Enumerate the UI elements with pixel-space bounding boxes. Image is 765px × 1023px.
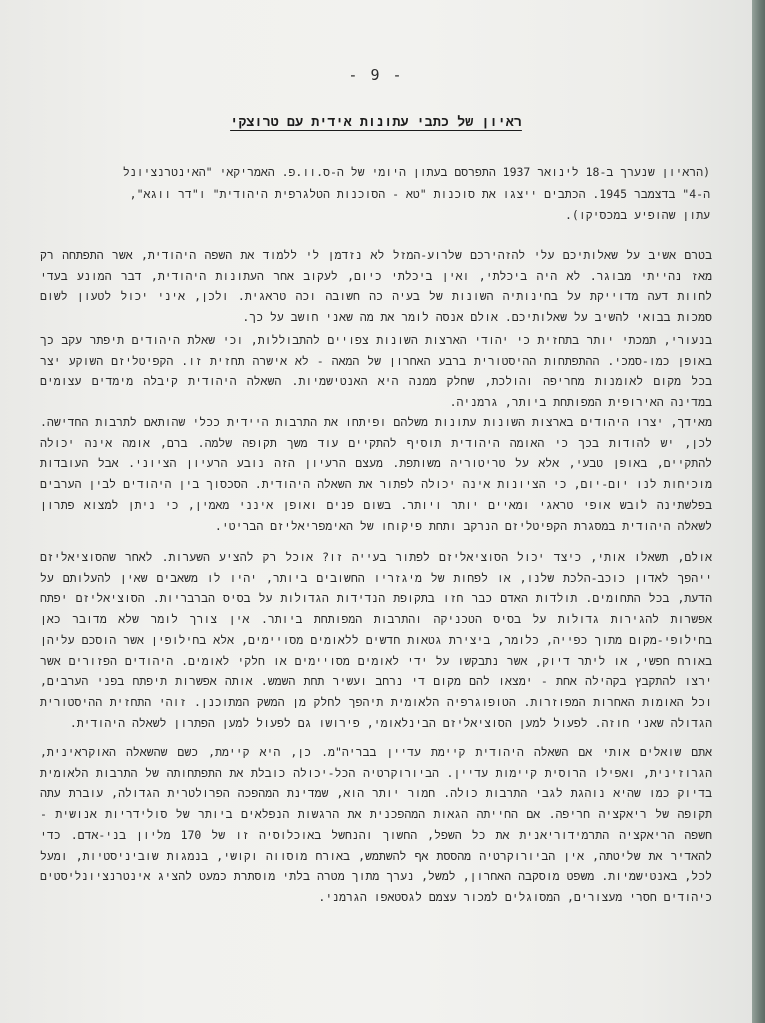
paragraph-3: מאידך, יצרו היהודים בארצות השונות עתונות משלהם ופיתחו את התרבות היידית ככלי שהותאם לתרבות החדישה. לכן, יש להודות בכך כי האומה היהודית תוסיף להתקיים עוד משך תקופה שלמה. ברם, אומה אינה יכולה להתקיים, באופן טבעי, אלא על טריטוריה משותפת. מעצם הרעיון הזה נובע הרעיון הציוני. אבל העובדות מוכיחות לנו יום-יום, כי הציונות אינה יכולה לפתור את השאלה היהודית. הסכסוך בין היהודים לבין הערבים בפלשתינה לובש אופי טראגי ומאיים יותר ויותר. בשום פנים ואופן אינני מאמין, כי ניתן למצוא פתרון לשאלה היהודית במסגרת הקפיטליזם הנרקב ותחת פיקוחו של האימפריאליזם הבריטי. (40, 415, 712, 533)
paragraph-4: אולם, תשאלו אותי, כיצד יכול הסוציאליזם לפתור בעייה זו? אוכל רק להציע השערות. לאחר שהסוציאליזם ייהפך לאדון כוכב-הלכת שלנו, או לפחות של מיגזריו החשובים ביותר, יהיו לו משאבים שאין להעלותם על הדעת, בכל התחומים. תולדות האדם כבר חזו בתקופת הנדידות הגדולות על בסיס הברבריות. הסוציאליזם יפתח אפשרות להגירות גדולות על בסיס הטכניקה והתרבות המפותחת ביותר. אין צורך לומר שלא מדובר כאן בחילופי-מקום מתוך כפייה, כלומר, ביצירת גטאות חדשים ללאומים מסויימים, אלא בחילופין אשר הוסכם עליהן באורח חפשי, או ליתר דיוק, אשר נתבקשו על ידי לאומים מסויימים או חלקי לאומים. היהודים הפזורים אשר ירצו להתקבץ בקהילה אחת - ימצאו להם מקום די נרחב ועשיר תחת השמש. אותה אפשרות תיפתח בפני הערבים, וכל האומות האחרות המפוזרות. הטופוגרפיה הלאומית תיהפך לחלק מן המשק המתוכנן. זוהי התחזית ההיסטורית הגדולה שאני חוזה. לפעול למען הסוציאליזם הבינלאומי, פירושו גם לפעול למען הפתרון לשאלה היהודית. (40, 550, 712, 730)
background-edge (752, 0, 765, 1023)
paragraph-1: בטרם אשיב על שאלותיכם עלי להזהירכם שלרוע-המזל לא נזדמן לי ללמוד את השפה היהודית, אשר התפתחה רק מאז נהייתי מבוגר. לא היה ביכלתי, ואין ביכלתי כיום, לעקוב אחר העתונות היהודית, דבר המונע בעדי לחוות דעה מדוייקת על בחינותיה השונות של בעיה כה חשובה וכה טראגית. ולכן, איני יכול לטעון לשום סמכות בבואי להשיב על שאלותיכם. אולם אנסה לומר את מה שאני חושב על כך. (40, 248, 712, 325)
paragraph-2: בנעורי, תמכתי יותר בתחזית כי יהודי הארצות השונות צפויים להתבוללות, וכי שאלת היהודים תיפתר עקב כך באופן כמו-סמכי. ההתפתחות ההיסטורית ברבע האחרון של המאה - לא אישרה תחזית זו. הקפיטליזם השוקע יצר בכל מקום לאומנות מחריפה והולכת, שחלק ממנה היא האנטישמיות. השאלה היהודית קיבלה מימדים עצומים במדינה האירופית המפותחת ביותר, גרמניה. (40, 333, 712, 410)
page-number: - 9 - (348, 66, 404, 84)
intro-note: (הראיון שנערך ב-18 לינואר 1937 התפרסם בעתון היומי של ה-ס.וו.פ. האמריקאי "האינטרנציונל ה-4" בדצמבר 1945. הכתבים ייצגו את סוכנות "טא - הסוכנות הטלגרפית היהודית" ו"דר ווגא", עתון שהופיע במכסיקו). (122, 165, 710, 222)
paragraph-5: אתם שואלים אותי אם השאלה היהודית קיימת עדיין בבריה"מ. כן, היא קיימת, כשם שהשאלה האוקראינית, הגרוזינית, ואפילו הרוסית קיימות עדיין. הביורוקרטיה הכל-יכולה כובלת את התפתחותה של התרבות הלאומית בדיוק כמו שהיא נוהגת לגבי התרבות כולה. חמור יותר הוא, שמדינת המהפכה הפרולטרית הגדולה, עוברת עתה תקופה של ריאקציה חריפה. אם החייתה הגאות המהפכנית את הרגשות הנפלאים ביותר של סולידריות אנושית - חשפה הריאקציה התרמידוריאנית את כל השפל, החשוך והנחשל באוכלוסיה זו של 170 מליון בני-אדם. כדי להאדיר את שליטתה, אין הביורוקרטיה מהססת אף להשתמש, באורח מוסווה וקושי, בנמגות שוביניסטיות, ומעל לכל, באנטישמיות. משפט מוסקבה האחרון, למשל, נערך מתוך מטרה בלתי מוסתרת כמעט להציג אינטרנציונליסטים כיהודים חסרי מעצורים, המסוגלים למכור עצמם לגסטאפו הגרמני. (40, 745, 712, 904)
document-title: ראיון של כתבי עתונות אידית עם טרוצקי (230, 114, 522, 130)
